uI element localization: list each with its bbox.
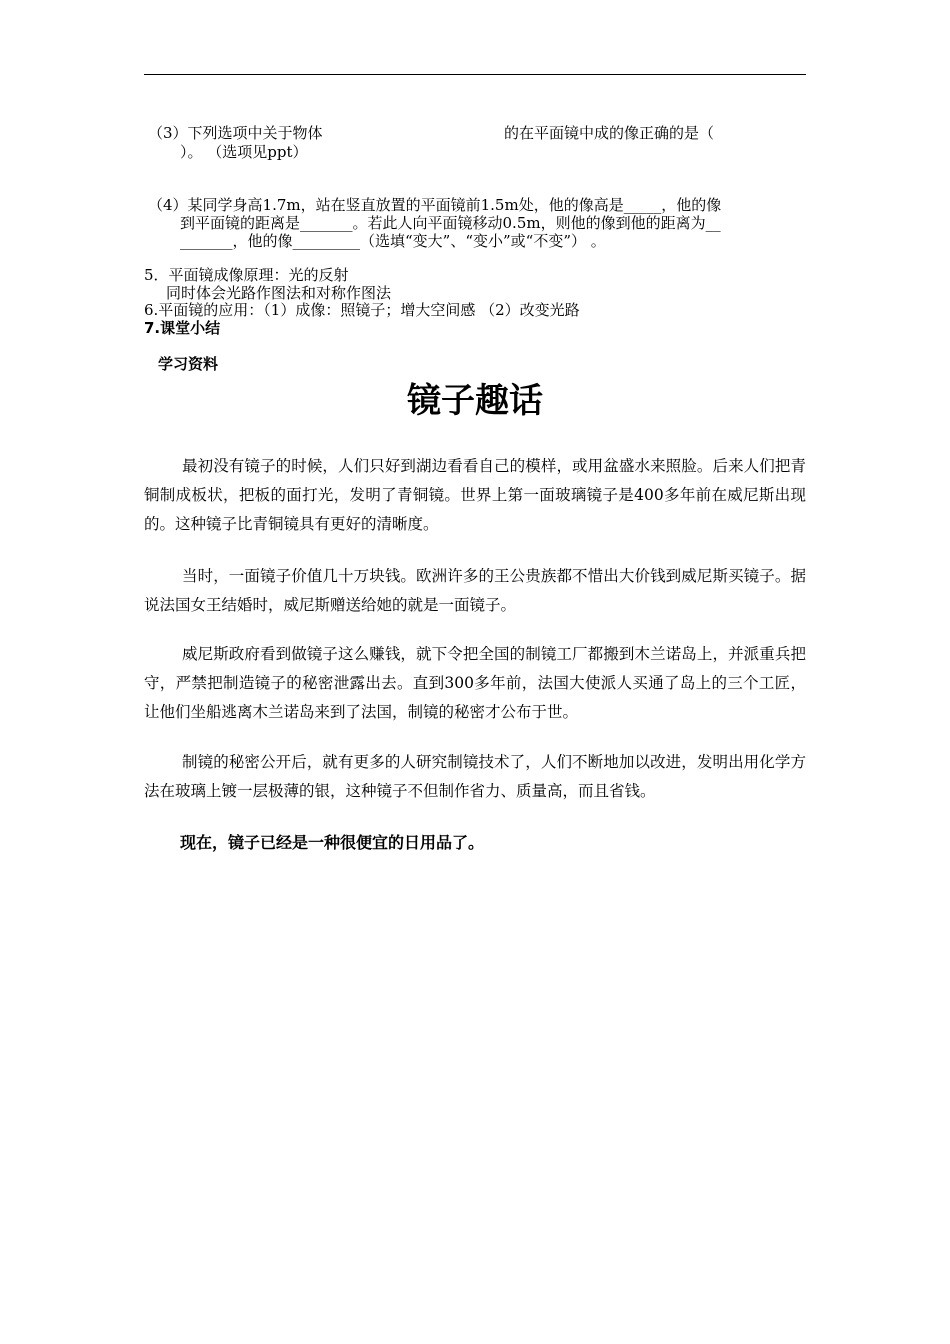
study-material-label: 学习资料 (158, 355, 219, 373)
question-3-line1a: （3）下列选项中关于物体 (148, 124, 323, 142)
header-rule (144, 74, 806, 75)
question-3-line2: ）。 （选项见ppt） (180, 143, 308, 161)
article-closing: 现在，镜子已经是一种很便宜的日用品了。 (180, 833, 485, 852)
item-5-line1: 5．平面镜成像原理：光的反射 (144, 266, 349, 284)
question-3-line1b: 的在平面镜中成的像正确的是（ (504, 124, 715, 142)
article-paragraph-3: 威尼斯政府看到做镜子这么赚钱，就下令把全国的制镜工厂都搬到木兰诺岛上，并派重兵把守，严禁把制造镜子的秘密泄露出去。直到300多年前，法国大使派人买通了岛上的三个工匠，让他们坐船逃离木兰诺岛来到了法国，制镜的秘密才公布于世。 (144, 645, 806, 721)
question-4-line2: 到平面镜的距离是_______。若此人向平面镜移动0.5m，则他的像到他的距离为__ (180, 214, 721, 232)
article-paragraph-1: 最初没有镜子的时候，人们只好到湖边看看自己的模样，或用盆盛水来照脸。后来人们把青铜制成板状，把板的面打光，发明了青铜镜。世界上第一面玻璃镜子是400多年前在威尼斯出现的。这种镜子比青铜镜具有更好的清晰度。 (144, 457, 806, 533)
article-paragraph-4: 制镜的秘密公开后，就有更多的人研究制镜技术了，人们不断地加以改进，发明出用化学方法在玻璃上镀一层极薄的银，这种镜子不但制作省力、质量高，而且省钱。 (144, 753, 806, 800)
question-4-line3: _______，他的像_________（选填“变大”、“变小”或“不变”） 。 (180, 232, 606, 250)
article-title: 镜子趣话 (407, 381, 543, 421)
item-5-line2: 同时体会光路作图法和对称作图法 (166, 284, 392, 302)
article-paragraph-2: 当时，一面镜子价值几十万块钱。欧洲许多的王公贵族都不惜出大价钱到威尼斯买镜子。据说法国女王结婚时，威尼斯赠送给她的就是一面镜子。 (144, 567, 806, 614)
question-4-line1: （4）某同学身高1.7m，站在竖直放置的平面镜前1.5m处，他的像高是_____，他的像 (148, 196, 722, 214)
item-7-heading: 7.课堂小结 (144, 319, 221, 337)
item-6: 6.平面镜的应用：（1）成像：照镜子；增大空间感 （2）改变光路 (144, 301, 580, 319)
